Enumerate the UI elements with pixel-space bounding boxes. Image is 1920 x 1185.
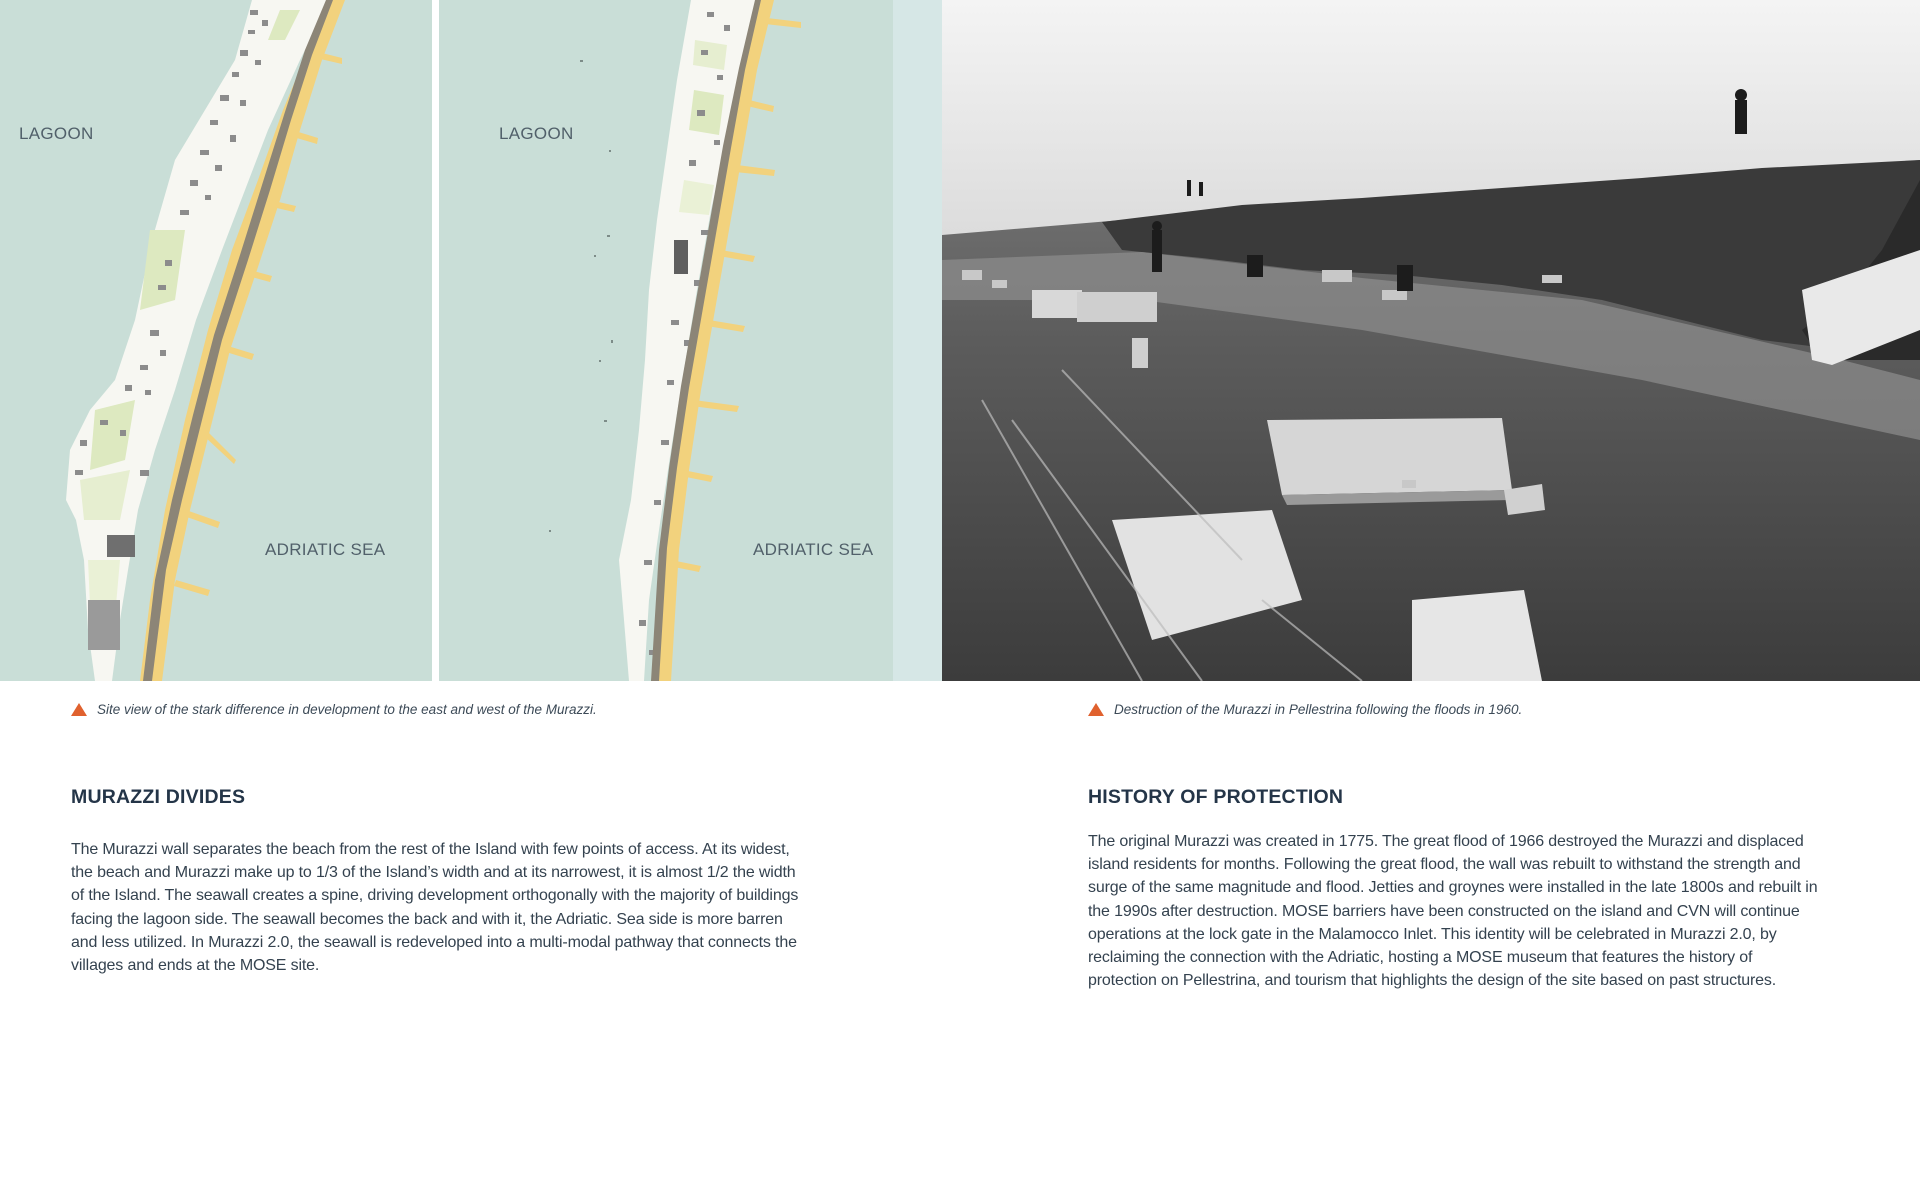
triangle-marker-icon — [1088, 703, 1104, 716]
site-map-left — [0, 0, 432, 681]
lagoon-label: LAGOON — [499, 124, 574, 143]
map-edge-strip — [893, 0, 942, 681]
section-heading-history-of-protection: HISTORY OF PROTECTION — [1088, 786, 1344, 808]
island-map-right-graphic — [439, 0, 893, 681]
lagoon-label: LAGOON — [19, 124, 94, 143]
adriatic-sea-label: ADRIATIC SEA — [265, 540, 386, 559]
section-heading-murazzi-divides: MURAZZI DIVIDES — [71, 786, 246, 808]
island-map-left-graphic — [0, 0, 432, 681]
triangle-marker-icon — [71, 703, 87, 716]
photo-caption-text: Destruction of the Murazzi in Pellestrina following the floods in 1960. — [1114, 701, 1523, 717]
section-body-murazzi-divides: The Murazzi wall separates the beach from the rest of the Island with few points of access. At its widest, the beach and Murazzi make up to 1/3 of the Island’s width and at its narrowest, it is almost 1/2 the width of the Island. The seawall creates a spine, driving development orthogonally with the majority of buildings facing the lagoon side. The seawall becomes the back and with it, the Adriatic. Sea side is more barren and less utilized. In Murazzi 2.0, the seawall is redeveloped into a multi-modal pathway that connects the villages and ends at the MOSE site. — [71, 841, 799, 975]
historic-photo — [942, 0, 1920, 681]
adriatic-sea-label: ADRIATIC SEA — [753, 540, 874, 559]
map-caption-text: Site view of the stark difference in development to the east and west of the Murazzi. — [97, 701, 597, 717]
photo-caption — [1088, 700, 1522, 718]
map-divider — [432, 0, 439, 681]
section-body-history-of-protection: The original Murazzi was created in 1775. The great flood of 1966 destroyed the Murazzi and displaced island residents for months. Following the great flood, the wall was rebuilt to withstand the strength and surge of the same magnitude and flood. Jetties and groynes were installed in the late 1800s and rebuilt in the 1990s after destruction. MOSE barriers have been constructed on the island and CVN will continue operations at the lock gate in the Malamocco Inlet. This identity will be celebrated in Murazzi 2.0, by reclaiming the connection with the Adriatic, hosting a MOSE museum that features the history of protection on Pellestrina, and tourism that highlights the design of the site based on past structures. — [1088, 833, 1818, 990]
site-map-right — [439, 0, 893, 681]
map-caption — [71, 700, 597, 718]
destroyed-murazzi-photo — [942, 0, 1920, 681]
